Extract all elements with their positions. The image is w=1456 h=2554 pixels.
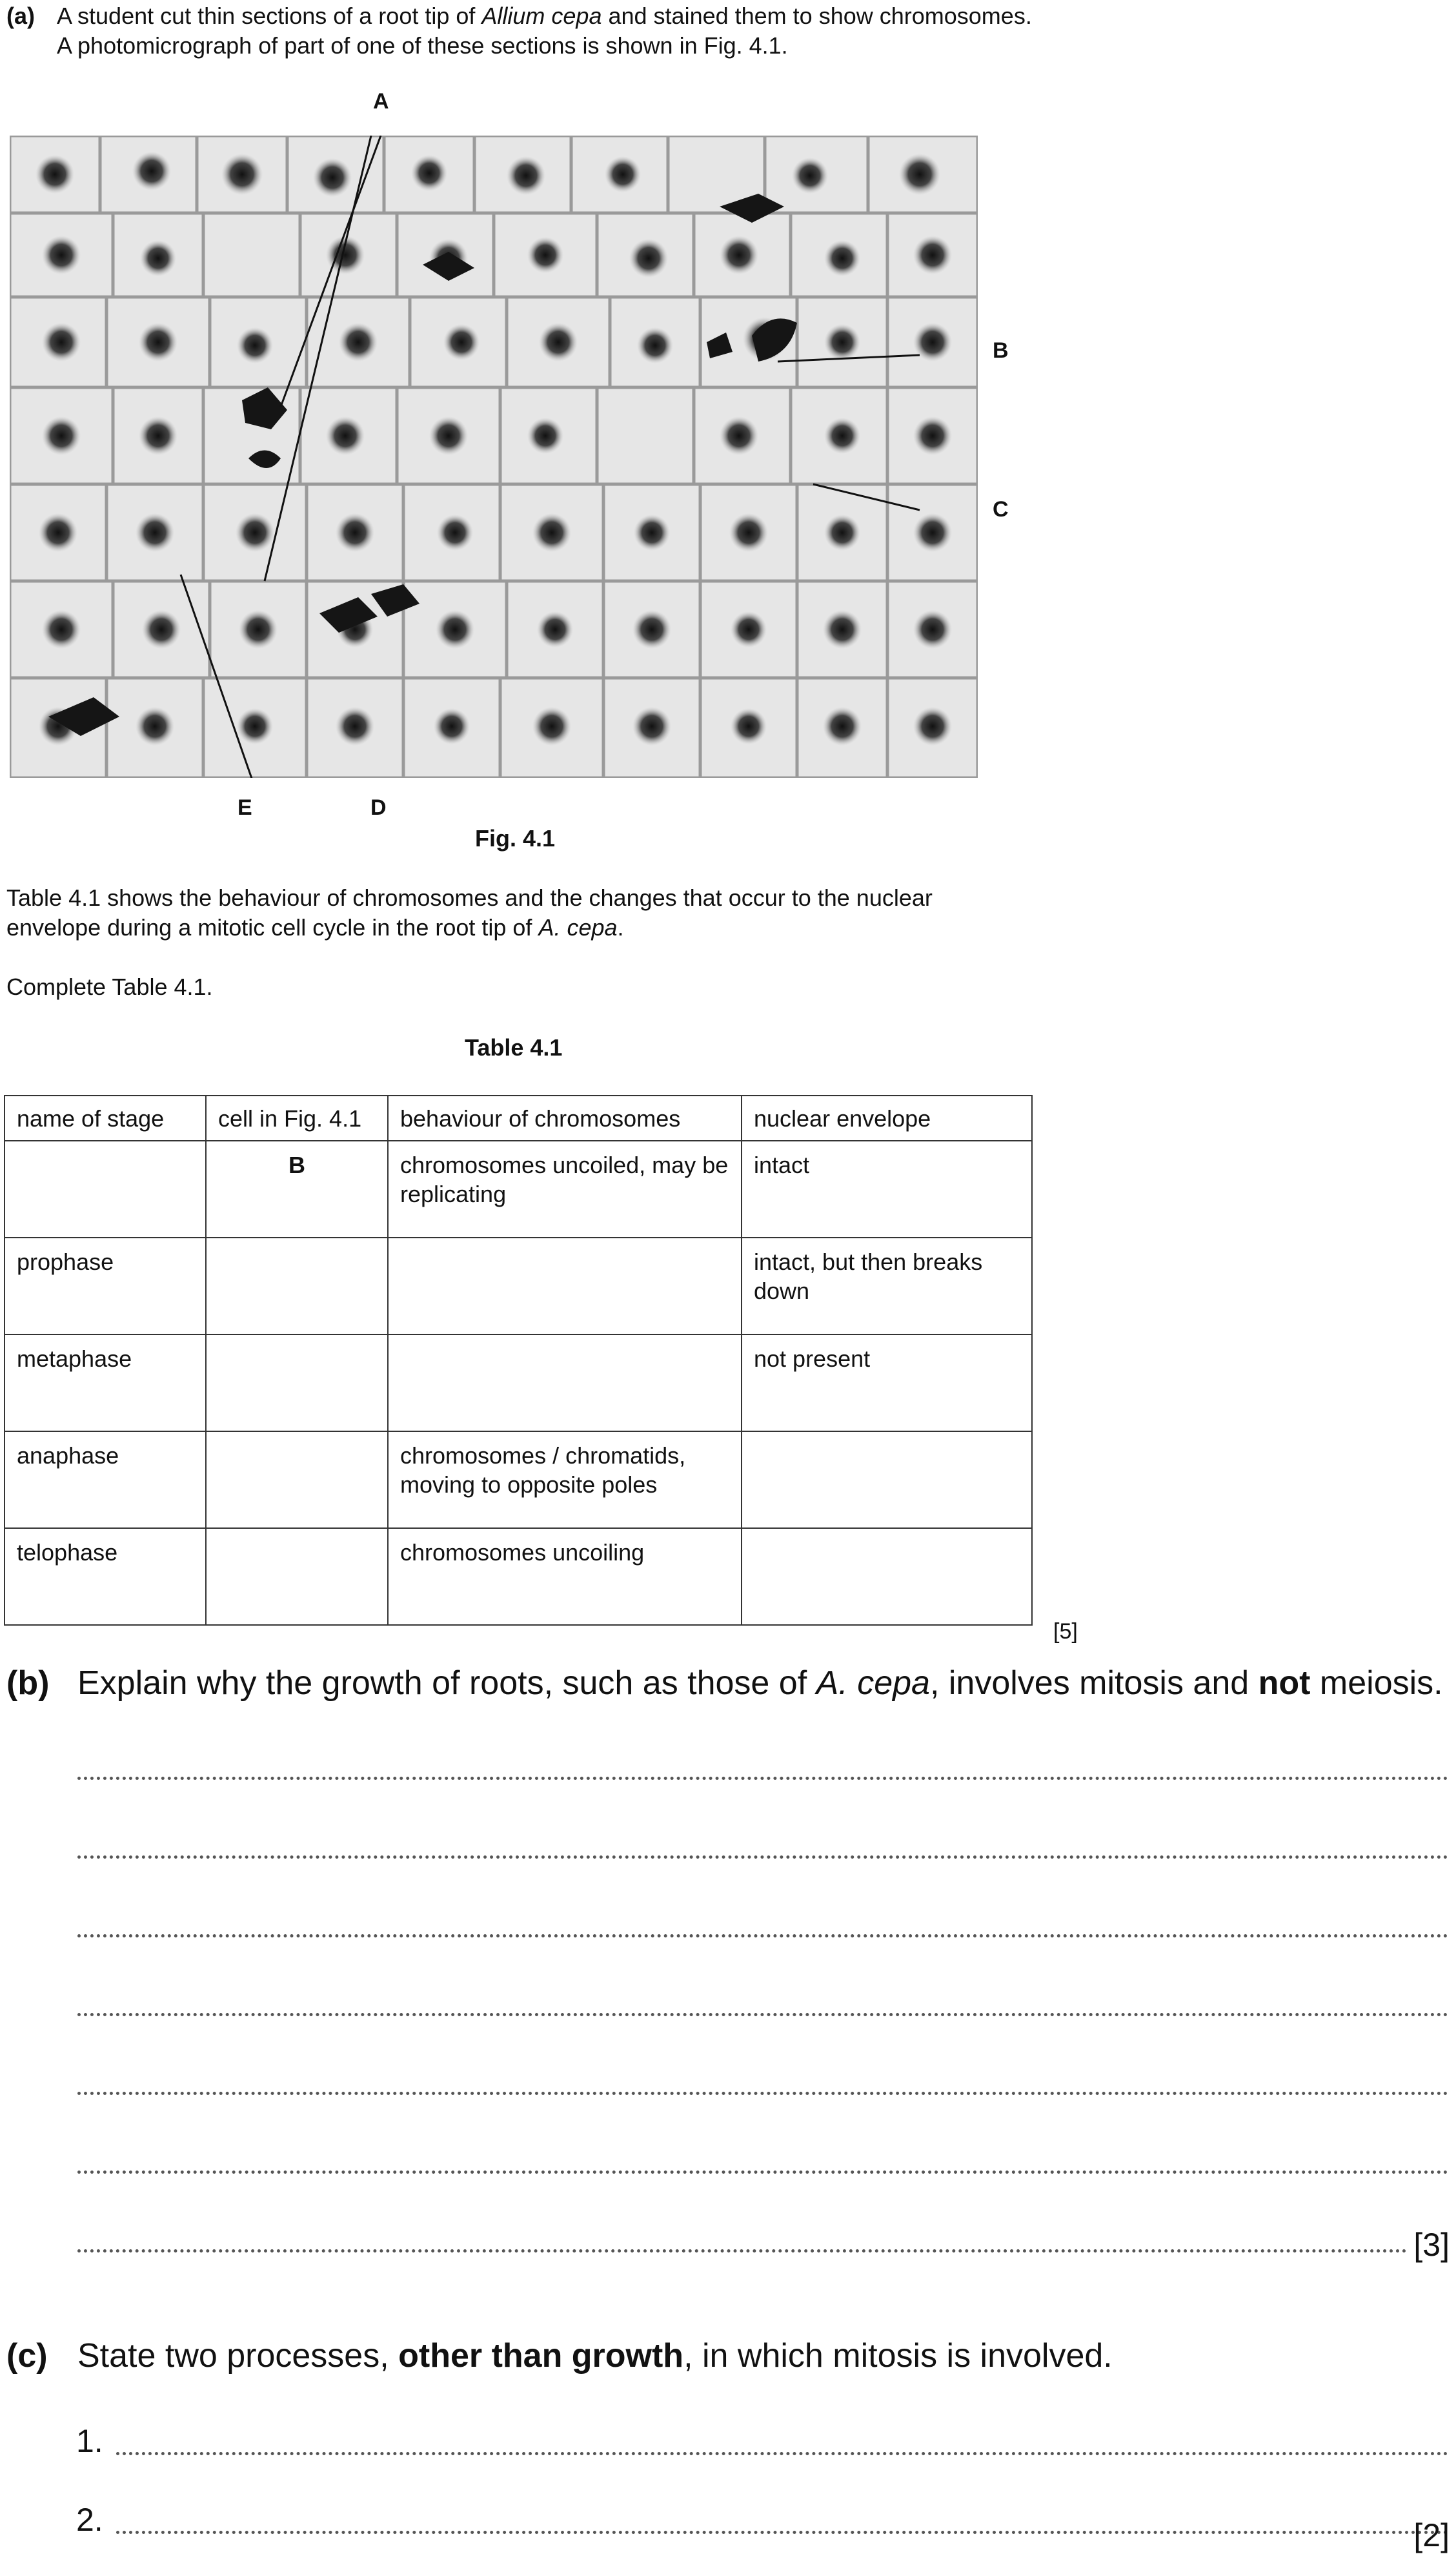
table-row	[5, 1238, 1032, 1334]
answer-line[interactable]	[77, 2092, 1448, 2095]
part-c-question	[6, 2336, 1446, 2376]
answer-cell[interactable]	[206, 1431, 388, 1528]
figure-caption: Fig. 4.1	[475, 825, 556, 852]
cell-grid	[10, 136, 978, 778]
part-b-text-bold: not	[1258, 1664, 1311, 1702]
answer-cell[interactable]	[388, 1334, 742, 1431]
header-name-of-stage: name of stage	[5, 1096, 206, 1141]
table-4-1	[4, 1095, 1033, 1626]
answer-line[interactable]	[77, 2171, 1448, 2174]
header-nuclear-envelope: nuclear envelope	[742, 1096, 1032, 1141]
table-intro-line2-post: .	[617, 914, 624, 941]
table-cell: intact	[742, 1141, 1032, 1238]
table-cell: B	[206, 1141, 388, 1238]
answer-line[interactable]	[116, 2531, 1448, 2534]
table-intro	[6, 883, 1104, 943]
part-a-line1-italic: Allium cepa	[481, 3, 602, 29]
part-a-line1-post: and stained them to show chromosomes.	[602, 3, 1032, 29]
item-number-2: 2.	[76, 2502, 103, 2538]
label-b: B	[993, 338, 1009, 363]
item-number-1: 1.	[76, 2423, 103, 2459]
header-cell-in-fig: cell in Fig. 4.1	[206, 1096, 388, 1141]
answer-cell[interactable]	[388, 1238, 742, 1334]
part-b-text-pre: Explain why the growth of roots, such as those of	[77, 1664, 816, 1702]
part-b-question	[6, 1663, 1446, 1703]
answer-cell[interactable]	[742, 1528, 1032, 1625]
part-b-text-italic: A. cepa	[816, 1664, 930, 1702]
mark-part-c: [2]	[1413, 2517, 1450, 2553]
part-a-intro	[6, 1, 1117, 61]
table-intro-line2-italic: A. cepa	[538, 914, 618, 941]
label-d: D	[370, 795, 387, 820]
table-intro-line1: Table 4.1 shows the behaviour of chromosomes and the changes that occur to the nuclear	[6, 884, 933, 911]
label-c: C	[993, 497, 1009, 522]
part-c-text-bold: other than growth	[398, 2337, 684, 2375]
part-a-label: (a)	[6, 3, 35, 29]
table-cell: chromosomes / chromatids, moving to opposite poles	[388, 1431, 742, 1528]
answer-cell[interactable]	[742, 1431, 1032, 1528]
answer-cell[interactable]	[5, 1141, 206, 1238]
table-row	[5, 1431, 1032, 1528]
answer-cell[interactable]	[206, 1238, 388, 1334]
table-cell: anaphase	[5, 1431, 206, 1528]
table-row	[5, 1334, 1032, 1431]
table-cell: prophase	[5, 1238, 206, 1334]
answer-line[interactable]	[77, 1855, 1448, 1859]
label-e: E	[238, 795, 252, 820]
table-intro-line2-pre: envelope during a mitotic cell cycle in the root tip of	[6, 914, 539, 941]
part-b-text-post: meiosis.	[1310, 1664, 1443, 1702]
answer-line[interactable]	[77, 1777, 1448, 1780]
part-c-label: (c)	[6, 2337, 48, 2375]
part-c-text-post: , in which mitosis is involved.	[683, 2337, 1113, 2375]
part-b-label: (b)	[6, 1664, 50, 1702]
table-cell: telophase	[5, 1528, 206, 1625]
table-cell: not present	[742, 1334, 1032, 1431]
answer-cell[interactable]	[206, 1334, 388, 1431]
part-a-line2: A photomicrograph of part of one of these sections is shown in Fig. 4.1.	[57, 32, 788, 59]
instruction: Complete Table 4.1.	[6, 974, 213, 1000]
table-cell: chromosomes uncoiled, may be replicating	[388, 1141, 742, 1238]
photomicrograph-figure	[10, 136, 978, 778]
part-b-text-mid: , involves mitosis and	[929, 1664, 1259, 1702]
part-c-text-pre: State two processes,	[77, 2337, 399, 2375]
answer-line[interactable]	[116, 2452, 1448, 2455]
table-row	[5, 1528, 1032, 1625]
table-cell: chromosomes uncoiling	[388, 1528, 742, 1625]
table-title: Table 4.1	[465, 1034, 563, 1061]
answer-cell[interactable]	[206, 1528, 388, 1625]
table-cell: intact, but then breaks down	[742, 1238, 1032, 1334]
part-a-line1-pre: A student cut thin sections of a root tip of	[57, 3, 482, 29]
mark-part-b: [3]	[1413, 2227, 1450, 2263]
answer-line[interactable]	[77, 2013, 1448, 2016]
table-row	[5, 1141, 1032, 1238]
header-behaviour: behaviour of chromosomes	[388, 1096, 742, 1141]
table-header-row	[5, 1096, 1032, 1141]
answer-line[interactable]	[77, 1934, 1448, 1937]
label-a: A	[373, 89, 389, 114]
table-cell: metaphase	[5, 1334, 206, 1431]
answer-line[interactable]	[77, 2249, 1407, 2253]
mark-part-a: [5]	[1053, 1619, 1078, 1644]
